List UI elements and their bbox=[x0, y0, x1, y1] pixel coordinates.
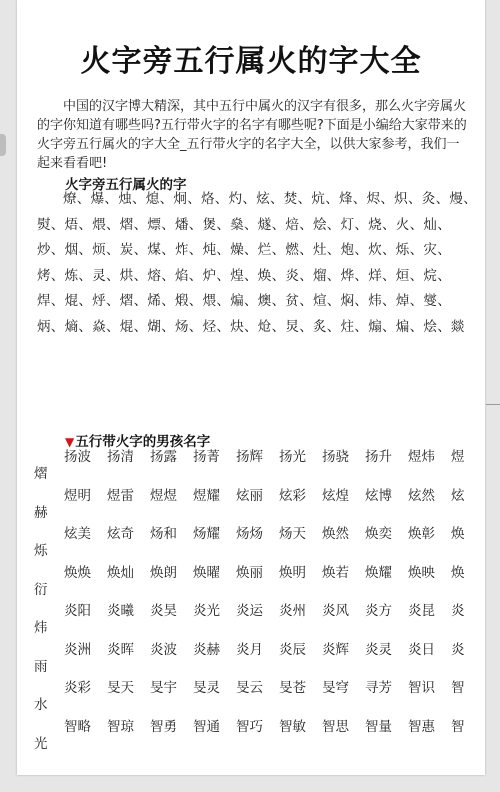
name-item: 煜明 bbox=[64, 487, 91, 504]
name-item: 旻云 bbox=[236, 680, 263, 696]
left-column-character: 雨 bbox=[34, 658, 48, 675]
name-item: 炎洲 bbox=[64, 641, 91, 658]
name-item: 焕 bbox=[451, 526, 465, 542]
name-item: 寻芳 bbox=[365, 680, 392, 696]
name-item: 智量 bbox=[365, 718, 392, 735]
name-item: 焕彰 bbox=[408, 526, 435, 542]
name-item: 炎昊 bbox=[150, 603, 177, 619]
name-item: 炀和 bbox=[150, 526, 177, 542]
name-item: 炫然 bbox=[408, 487, 435, 504]
name-item: 扬波 bbox=[64, 449, 91, 465]
name-item: 焕丽 bbox=[236, 564, 263, 581]
boy-names-grid bbox=[64, 447, 494, 755]
name-item: 焕焕 bbox=[64, 564, 91, 581]
name-item: 炎灵 bbox=[365, 641, 392, 658]
intro-paragraph: 中国的汉字博大精深，其中五行中属火的汉字有很多，那么火字旁属火的字你知道有哪些吗?五行带火字的名字有哪些呢?下面是小编给大家带来的火字旁五行属火的字大全_五行带火字的名字大全，以供大家参考，我们一起来看看吧! bbox=[37, 99, 467, 171]
left-column-character: 烁 bbox=[34, 543, 48, 559]
name-item: 焕然 bbox=[322, 526, 349, 542]
name-item: 智巧 bbox=[236, 718, 263, 735]
name-item: 炎运 bbox=[236, 603, 263, 619]
name-item: 焕奕 bbox=[365, 526, 392, 542]
name-item: 炎昆 bbox=[408, 603, 435, 619]
name-item: 扬光 bbox=[279, 449, 306, 465]
name-item: 炫彩 bbox=[279, 487, 306, 504]
name-item: 炀炀 bbox=[236, 526, 263, 542]
name-item: 炎晖 bbox=[107, 641, 134, 658]
left-column-character: 炜 bbox=[34, 620, 48, 636]
left-column-character: 衍 bbox=[34, 581, 48, 598]
name-item: 炎阳 bbox=[64, 603, 91, 619]
name-item: 焕曜 bbox=[193, 564, 220, 581]
name-item: 炫博 bbox=[365, 487, 392, 504]
name-item: 智略 bbox=[64, 718, 91, 735]
section-heading-label: 五行带火字的男孩名字 bbox=[75, 434, 211, 450]
page-title: 火字旁五行属火的字大全 bbox=[80, 44, 422, 79]
name-item: 智敏 bbox=[279, 718, 306, 735]
name-item: 炎辰 bbox=[279, 641, 306, 658]
name-item: 智 bbox=[451, 718, 465, 735]
name-item: 扬升 bbox=[365, 449, 392, 465]
name-item: 炎方 bbox=[365, 603, 392, 619]
section-heading-fire-characters: 火字旁五行属火的字 bbox=[65, 177, 187, 193]
left-character-column bbox=[34, 464, 50, 772]
name-item: 煜 bbox=[451, 449, 465, 465]
name-item: 炫 bbox=[451, 487, 465, 504]
left-column-character: 熠 bbox=[34, 466, 48, 482]
name-item: 智思 bbox=[322, 718, 349, 735]
name-item: 炎州 bbox=[279, 603, 306, 619]
name-item: 煜耀 bbox=[193, 487, 220, 504]
name-item: 炎风 bbox=[322, 603, 349, 619]
name-item: 炎光 bbox=[193, 603, 220, 619]
name-item: 焕朗 bbox=[150, 564, 177, 581]
name-item: 扬清 bbox=[107, 449, 134, 465]
name-item: 炀耀 bbox=[193, 526, 220, 542]
name-item: 炎波 bbox=[150, 641, 177, 658]
name-item: 焕若 bbox=[322, 564, 349, 581]
name-item: 炎彩 bbox=[64, 680, 91, 696]
name-item: 旻宇 bbox=[150, 680, 177, 696]
name-item: 炫美 bbox=[64, 526, 91, 542]
name-item: 焕映 bbox=[408, 564, 435, 581]
name-item: 炎 bbox=[451, 603, 465, 619]
name-item: 炎曦 bbox=[107, 603, 134, 619]
name-item: 炎月 bbox=[236, 641, 263, 658]
name-item: 炀天 bbox=[279, 526, 306, 542]
name-item: 煜煜 bbox=[150, 487, 177, 504]
name-item: 炎辉 bbox=[322, 641, 349, 658]
name-item: 焕明 bbox=[279, 564, 306, 581]
name-item: 炎赫 bbox=[193, 641, 220, 658]
name-item: 智勇 bbox=[150, 718, 177, 735]
name-item: 智通 bbox=[193, 718, 220, 735]
name-item: 焕耀 bbox=[365, 564, 392, 581]
left-edge-tab[interactable] bbox=[0, 134, 6, 156]
name-item: 旻苍 bbox=[279, 680, 306, 696]
name-item: 旻天 bbox=[107, 680, 134, 696]
name-item: 炫煌 bbox=[322, 487, 349, 504]
name-item: 煜雷 bbox=[107, 487, 134, 504]
left-column-character: 光 bbox=[34, 735, 48, 752]
name-item: 智识 bbox=[408, 680, 435, 696]
name-item: 智惠 bbox=[408, 718, 435, 735]
name-item: 焕 bbox=[451, 564, 465, 581]
name-item: 炎 bbox=[451, 641, 465, 658]
name-item: 旻灵 bbox=[193, 680, 220, 696]
name-item: 炫丽 bbox=[236, 487, 263, 504]
red-triangle-icon: ▼ bbox=[65, 435, 75, 449]
name-item: 焕灿 bbox=[107, 564, 134, 581]
name-item: 炎日 bbox=[408, 641, 435, 658]
name-item: 煜炜 bbox=[408, 449, 435, 465]
left-column-character: 水 bbox=[34, 697, 48, 713]
right-edge-mark bbox=[486, 404, 500, 405]
name-item: 智 bbox=[451, 680, 465, 696]
name-item: 扬辉 bbox=[236, 449, 263, 465]
name-item: 扬骁 bbox=[322, 449, 349, 465]
name-item: 炫奇 bbox=[107, 526, 134, 542]
left-column-character: 赫 bbox=[34, 504, 48, 521]
name-item: 智琼 bbox=[107, 718, 134, 735]
name-item: 扬菁 bbox=[193, 449, 220, 465]
name-item: 旻穹 bbox=[322, 680, 349, 696]
fire-character-list: 燎、爆、烛、熄、炯、烙、灼、炫、焚、炕、烽、烬、炽、灸、熳、熨、焐、煨、熠、熛、燔、煲、燊、燧、焙、烩、灯、烧、火、灿、炒、烟、烦、炭、煤、炸、炖、燥、烂、燃、灶、炮、炊、烁、灾、烤、炼、灵、烘、熔、焰、炉、煌、焕、炎、熘、烨、烊、烜、烷、焊、焜、烀、熠、烯、煅、煨、煸、燠、贫、煊、焖、炜、焯、燮、炳、熵、焱、焜、煳、炀、烃、炔、炝、炅、炙、炷、煽、煸、烩、燚 bbox=[37, 191, 477, 335]
name-item: 扬露 bbox=[150, 449, 177, 465]
